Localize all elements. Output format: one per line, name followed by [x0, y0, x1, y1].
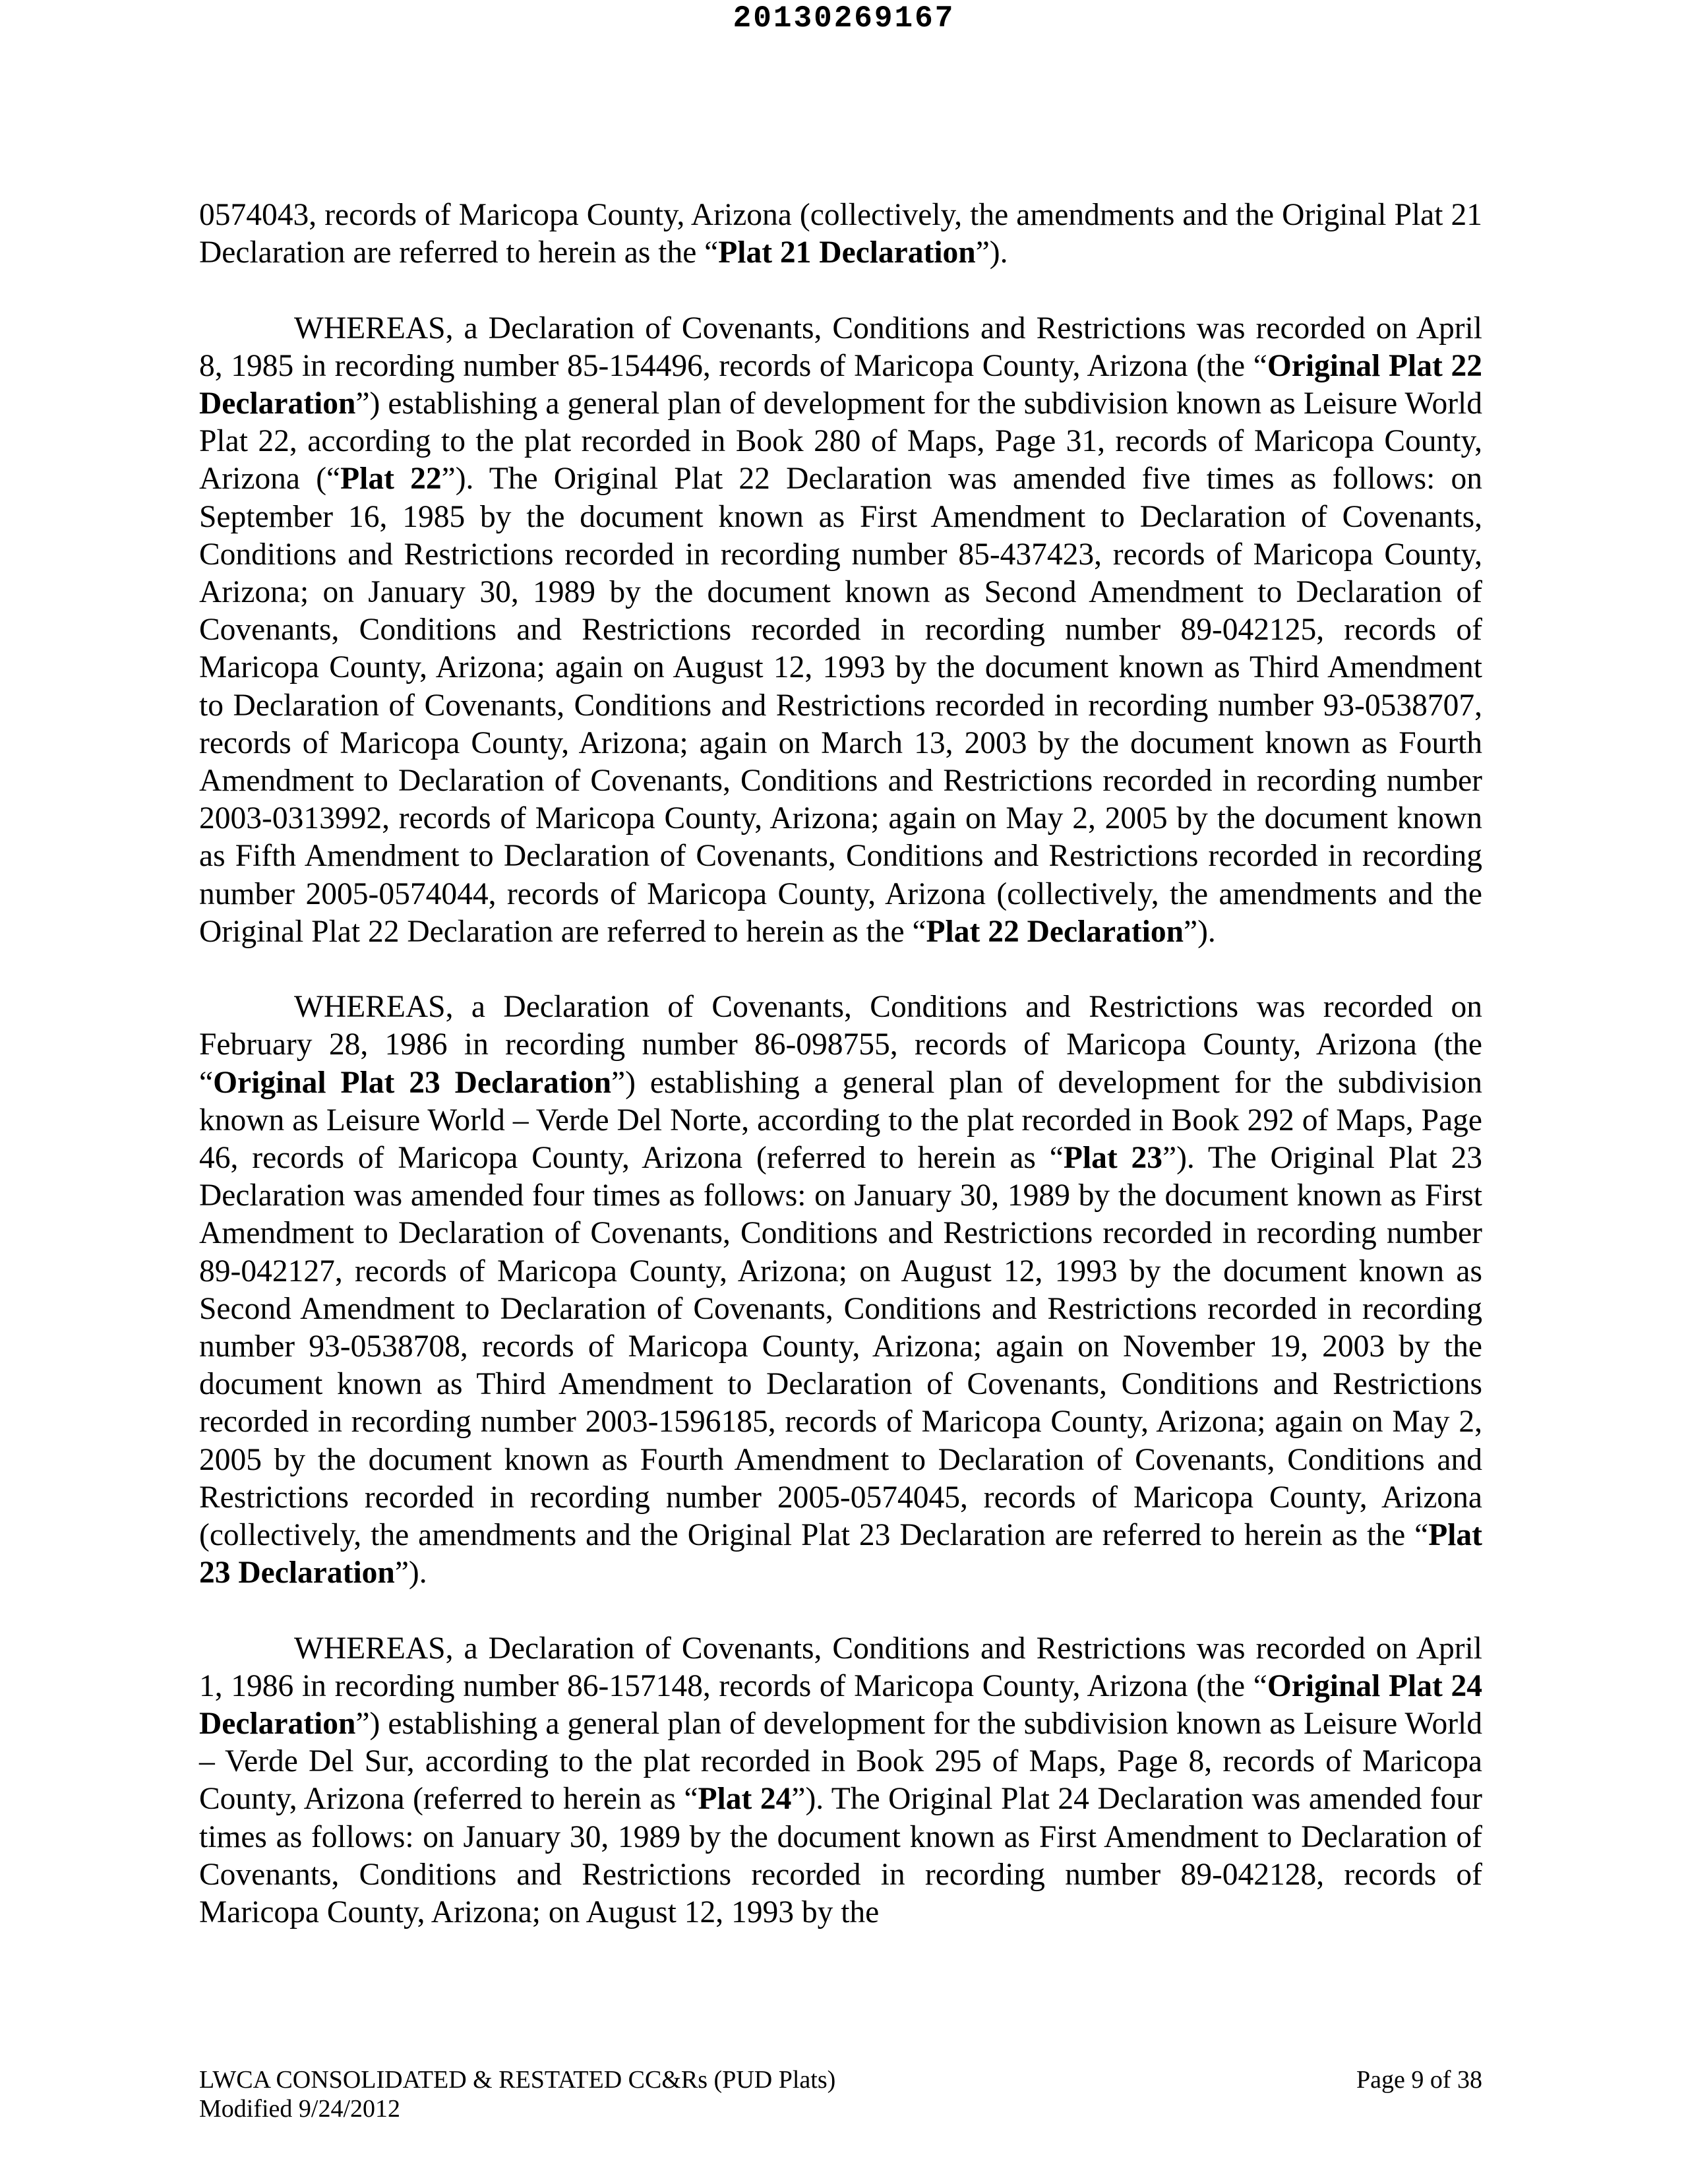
paragraph-plat-22 — [199, 310, 1482, 951]
defined-term: Original Plat 23 Declaration — [213, 1065, 612, 1100]
defined-term: Plat 22 Declaration — [926, 914, 1184, 949]
paragraph-text: ”). The Original Plat 22 Declaration was amended five times as follows: on September 16, 1985 by the document known as First Amendment to Declaration of Covenants, Conditions and Restrictions recorded in recording number 85-437423, records of Maricopa County, Arizona; on January 30, 1989 by the document known as Second Amendment to Declaration of Covenants, Conditions and Restrictions recorded in recording number 89-042125, records of Maricopa County, Arizona; again on August 12, 1993 by the document known as Third Amendment to Declaration of Covenants, Conditions and Restrictions recorded in recording number 93-0538707, records of Maricopa County, Arizona; again on March 13, 2003 by the document known as Fourth Amendment to Declaration of Covenants, Conditions and Restrictions recorded in recording number 2003-0313992, records of Maricopa County, Arizona; again on May 2, 2005 by the document known as Fifth Amendment to Declaration of Covenants, Conditions and Restrictions recorded in recording number 2005-0574044, records of Maricopa County, Arizona (collectively, the amendments and the Original Plat 22 Declaration are referred to herein as the “ — [199, 462, 1483, 949]
paragraph-continuation — [199, 197, 1482, 272]
paragraph-text: WHEREAS, a Declaration of Covenants, Conditions and Restrictions was recorded on April 8, 1985 in recording number 85-154496, records of Maricopa County, Arizona (the “ — [199, 311, 1482, 383]
page-footer — [199, 2065, 1482, 2123]
paragraph-plat-24 — [199, 1630, 1482, 1932]
document-body — [199, 197, 1482, 1931]
paragraph-text: ”). The Original Plat 24 Declaration was amended four times as follows: on January 30, 1989 by the document known as First Amendment to Declaration of Covenants, Conditions and Restrictions recorded in recording number 89-042128, records of Maricopa County, Arizona; on August 12, 1993 by the — [199, 1782, 1482, 1930]
defined-term: Original Plat 22 Declaration — [199, 348, 1482, 421]
defined-term: Original Plat 24 Declaration — [199, 1668, 1482, 1742]
paragraph-text: WHEREAS, a Declaration of Covenants, Conditions and Restrictions was recorded on February 28, 1986 in recording number 86-098755, records of Maricopa County, Arizona (the “ — [199, 990, 1482, 1100]
defined-term: Plat 23 — [1063, 1141, 1163, 1176]
defined-term: Plat 22 — [340, 462, 442, 497]
defined-term: Plat 24 — [698, 1782, 792, 1817]
document-number: 20130269167 — [733, 1, 955, 36]
footer-title: LWCA CONSOLIDATED & RESTATED CC&Rs (PUD Plats) — [199, 2066, 836, 2094]
paragraph-text: ”) establishing a general plan of development for the subdivision known as Leisure World Plat 22, according to the plat recorded in Book 280 of Maps, Page 31, records of Maricopa County, Arizona (“ — [199, 386, 1482, 497]
paragraph-text: ”) establishing a general plan of development for the subdivision known as Leisure World – Verde Del Norte, according to the plat recorded in Book 292 of Maps, Page 46, records of Maricopa County, Arizona (referred to herein as “ — [199, 1065, 1482, 1176]
paragraph-text: WHEREAS, a Declaration of Covenants, Conditions and Restrictions was recorded on April 1, 1986 in recording number 86-157148, records of Maricopa County, Arizona (the “ — [199, 1631, 1482, 1703]
footer-modified-date: Modified 9/24/2012 — [199, 2095, 401, 2123]
paragraph-text: ”). The Original Plat 23 Declaration was amended four times as follows: on January 30, 1989 by the document known as First Amendment to Declaration of Covenants, Conditions and Restrictions recorded in recording number 89-042127, records of Maricopa County, Arizona; on August 12, 1993 by the document known as Second Amendment to Declaration of Covenants, Conditions and Restrictions recorded in recording number 93-0538708, records of Maricopa County, Arizona; again on November 19, 2003 by the document known as Third Amendment to Declaration of Covenants, Conditions and Restrictions recorded in recording number 2003-1596185, records of Maricopa County, Arizona; again on May 2, 2005 by the document known as Fourth Amendment to Declaration of Covenants, Conditions and Restrictions recorded in recording number 2005-0574045, records of Maricopa County, Arizona (collectively, the amendments and the Original Plat 23 Declaration are referred to herein as the “ — [199, 1141, 1482, 1553]
paragraph-plat-23 — [199, 988, 1482, 1592]
defined-term: Plat 21 Declaration — [718, 235, 976, 270]
paragraph-text: ”). — [1184, 914, 1216, 949]
footer-left — [199, 2065, 835, 2123]
paragraph-text: ”) establishing a general plan of development for the subdivision known as Leisure World – Verde Del Sur, according to the plat recorded in Book 295 of Maps, Page 8, records of Maricopa County, Arizona (referred to herein as “ — [199, 1707, 1482, 1817]
paragraph-text: ”). — [394, 1556, 427, 1591]
paragraph-text: ”). — [975, 235, 1008, 270]
defined-term: Plat 23 Declaration — [199, 1518, 1482, 1591]
page-number: Page 9 of 38 — [1356, 2066, 1482, 2094]
paragraph-text: 0574043, records of Maricopa County, Arizona (collectively, the amendments and the Original Plat 21 Declaration are referred to herein as the “ — [199, 198, 1482, 270]
